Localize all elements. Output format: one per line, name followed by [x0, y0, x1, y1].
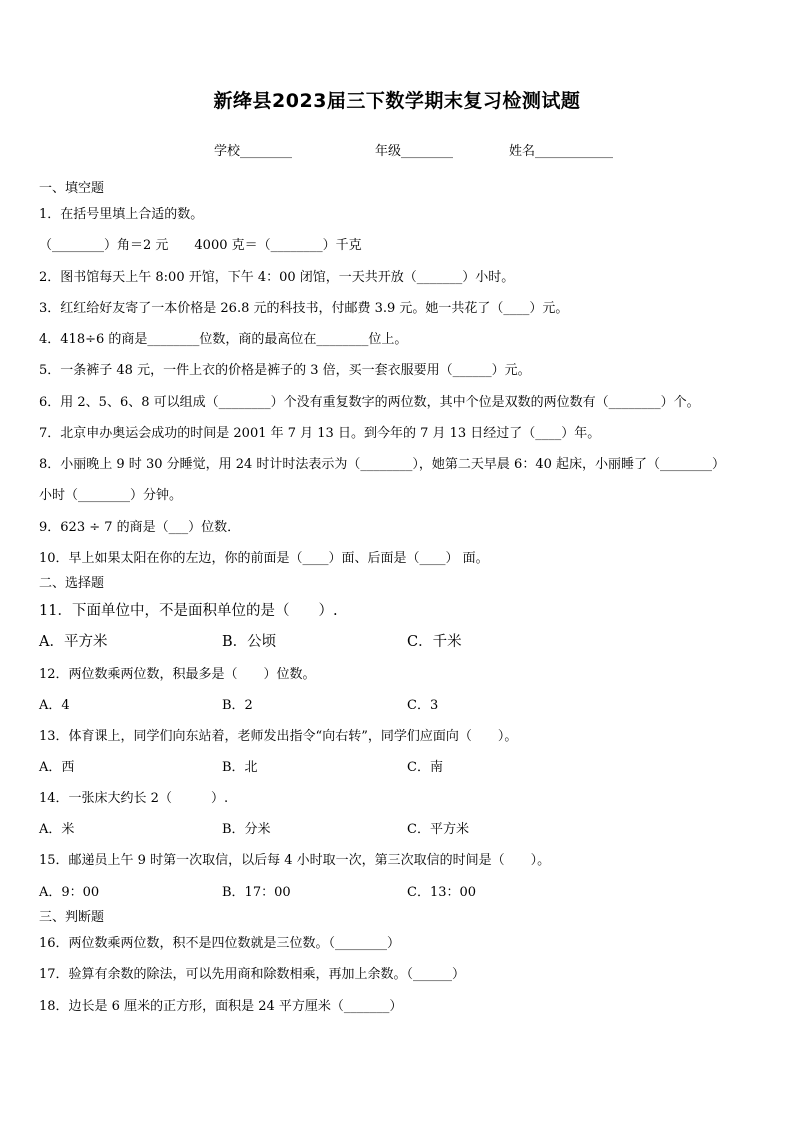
page-title: 新绛县2023届三下数学期末复习检测试题 [213, 90, 581, 112]
question-12: 12．两位数乘两位数，积最多是（ ）位数。 [39, 667, 316, 682]
question-5: 5．一条裤子 48 元，一件上衣的价格是裤子的 3 倍，买一套衣服要用（______）元。 [39, 363, 531, 378]
q11-option-b: B．公顷 [222, 634, 277, 650]
question-2: 2．图书馆每天上午 8:00 开馆，下午 4：00 闭馆，一天共开放（_______）小时。 [39, 270, 515, 285]
q13-option-b: B．北 [222, 760, 258, 775]
question-3: 3．红红给好友寄了一本价格是 26.8 元的科技书，付邮费 3.9 元。她一共花了（____）元。 [39, 301, 569, 316]
q11-option-c: C．千米 [407, 634, 462, 650]
question-10: 10．早上如果太阳在你的左边，你的前面是（____）面、后面是（____） 面。 [39, 551, 489, 566]
q13-option-c: C．南 [407, 760, 443, 775]
question-16: 16．两位数乘两位数，积不是四位数就是三位数。（________） [39, 936, 401, 951]
q11-option-a: A．平方米 [39, 634, 108, 650]
q12-option-b: B．2 [222, 698, 253, 713]
grade-field: 年级________ [375, 144, 454, 159]
q14-option-a: A．米 [39, 822, 75, 837]
question-4: 4．418÷6 的商是________位数，商的最高位在________位上。 [39, 332, 408, 347]
question-13: 13．体育课上，同学们向东站着，老师发出指令“向右转”，同学们应面向（ ）。 [39, 729, 518, 744]
question-15: 15．邮递员上午 9 时第一次取信，以后每 4 小时取一次，第三次取信的时间是（ ）。 [39, 853, 551, 868]
question-8: 8．小丽晚上 9 时 30 分睡觉，用 24 时计时法表示为（________），她第二天早晨 6：40 起床，小丽睡了（________） [39, 457, 725, 472]
section-judgment: 三、判断题 [39, 910, 105, 925]
q14-option-b: B．分米 [222, 822, 271, 837]
q15-option-a: A．9：00 [39, 885, 100, 900]
question-7: 7．北京申办奥运会成功的时间是 2001 年 7 月 13 日。到今年的 7 月 13 日经过了（____）年。 [39, 426, 601, 441]
question-14: 14．一张床大约长 2（ ）. [39, 791, 229, 806]
question-11: 11．下面单位中，不是面积单位的是（ ）. [39, 603, 338, 619]
q13-option-a: A．西 [39, 760, 75, 775]
q15-option-b: B．17：00 [222, 885, 291, 900]
question-18: 18．边长是 6 厘米的正方形，面积是 24 平方厘米（_______） [39, 999, 403, 1014]
section-fill-in: 一、填空题 [39, 181, 105, 196]
question-6: 6．用 2、5、6、8 可以组成（________）个没有重复数字的两位数，其中个位是双数的两位数有（________）个。 [39, 395, 700, 410]
section-choice: 二、选择题 [39, 576, 105, 591]
q12-option-c: C．3 [407, 698, 439, 713]
q15-option-c: C．13：00 [407, 885, 477, 900]
question-8-continued: 小时（________）分钟。 [39, 488, 183, 503]
question-17: 17．验算有余数的除法，可以先用商和除数相乘，再加上余数。（______） [39, 967, 466, 982]
q14-option-c: C．平方米 [407, 822, 469, 837]
question-1-items: （________）角＝2 元 4000 克＝（________）千克 [39, 238, 362, 253]
question-1: 1．在括号里填上合适的数。 [39, 207, 204, 222]
question-9: 9．623 ÷ 7 的商是（___）位数． [39, 520, 241, 535]
school-field: 学校________ [214, 144, 293, 159]
q12-option-a: A．4 [39, 698, 70, 713]
name-field: 姓名____________ [509, 144, 614, 159]
